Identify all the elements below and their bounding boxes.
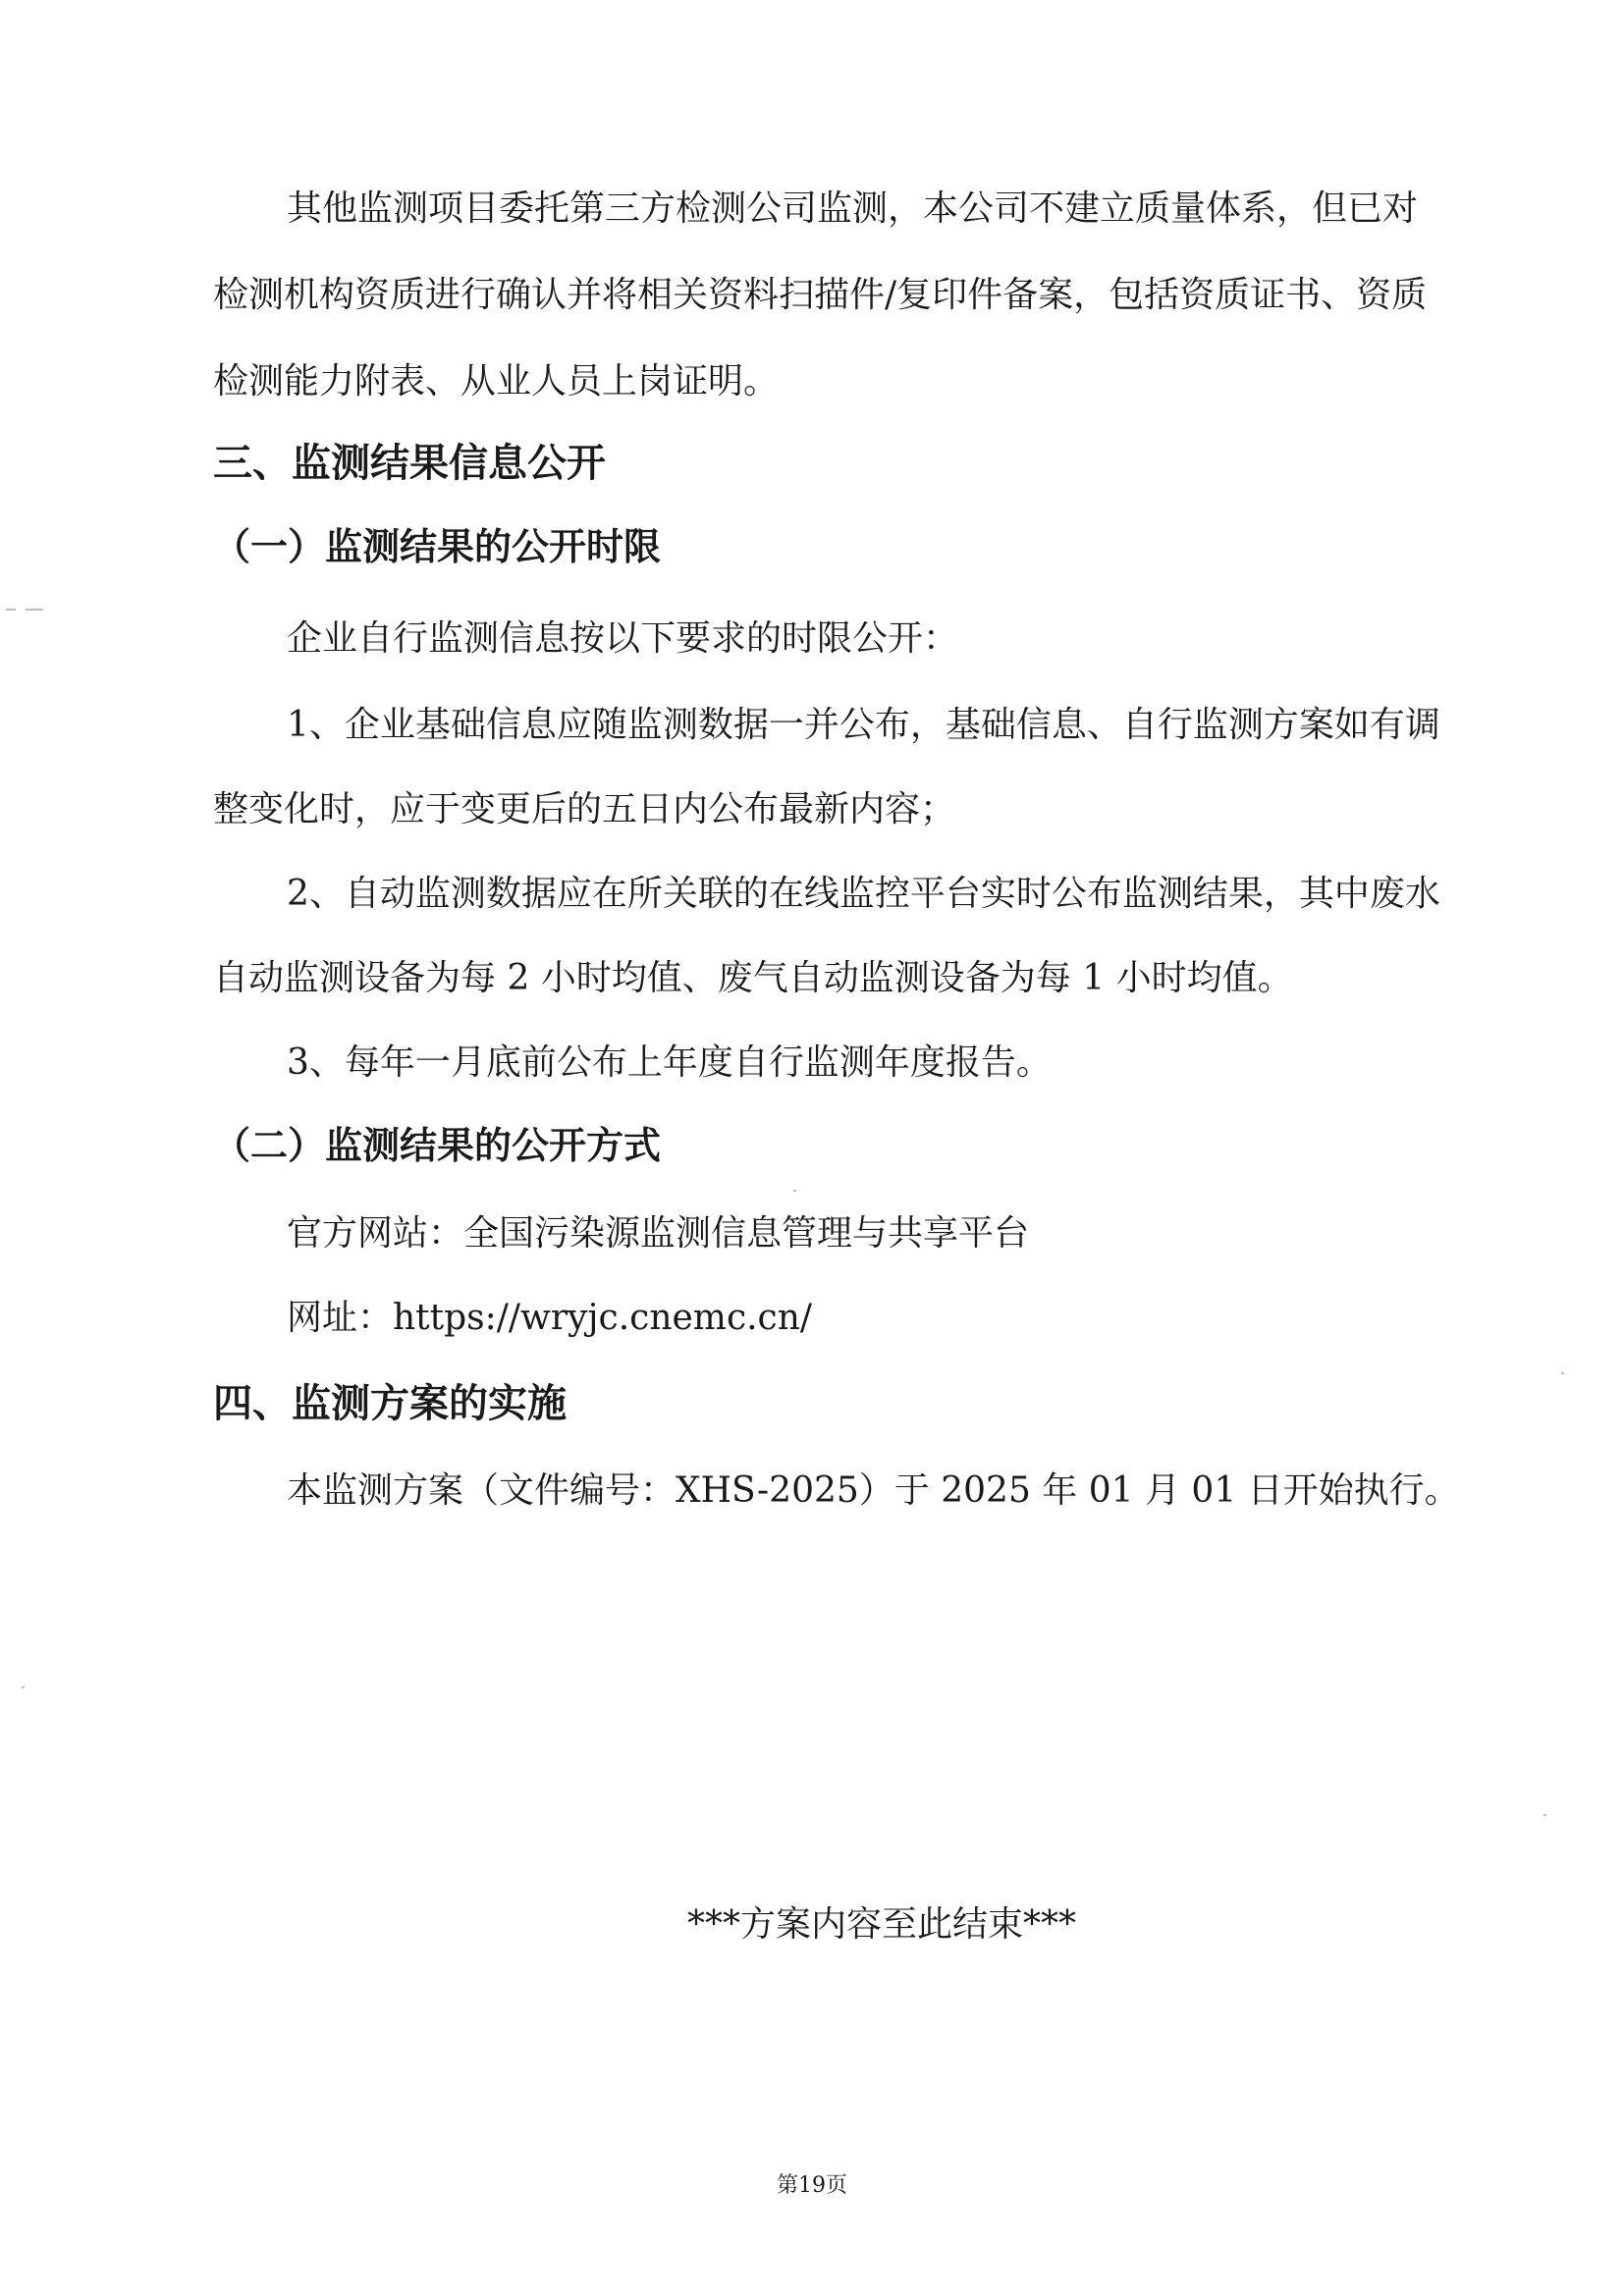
scan-speck — [26, 609, 43, 611]
list-item-line: 3、每年一月底前公布上年度自行监测年度报告。 — [287, 1042, 1052, 1083]
paragraph-line: 企业自行监测信息按以下要求的时限公开： — [287, 618, 959, 659]
page-number: 第19页 — [777, 2173, 847, 2198]
list-item-line: 2、自动监测数据应在所关联的在线监控平台实时公布监测结果，其中废水 — [287, 874, 1440, 914]
section-heading: 三、监测结果信息公开 — [213, 441, 606, 486]
url-line: 网址：https://wryjc.cnemc.cn/ — [287, 1298, 813, 1338]
paragraph-line: 检测机构资质进行确认并将相关资料扫描件/复印件备案，包括资质证书、资质 — [213, 275, 1428, 315]
scan-speck — [6, 609, 16, 611]
subsection-heading: （一）监测结果的公开时限 — [213, 525, 662, 568]
paragraph-line: 官方网站：全国污染源监测信息管理与共享平台 — [287, 1213, 1030, 1254]
end-marker: ***方案内容至此结束*** — [687, 1904, 1077, 1945]
scan-speck — [793, 1190, 796, 1192]
scan-speck — [22, 1686, 25, 1688]
list-item-line: 整变化时，应于变更后的五日内公布最新内容； — [213, 789, 956, 829]
scan-speck — [1543, 1814, 1546, 1816]
subsection-heading: （二）监测结果的公开方式 — [213, 1124, 662, 1167]
list-item-line: 1、企业基础信息应随监测数据一并公布，基础信息、自行监测方案如有调 — [287, 705, 1440, 745]
paragraph-line: 其他监测项目委托第三方检测公司监测，本公司不建立质量体系，但已对 — [287, 188, 1419, 229]
scan-speck — [1561, 1372, 1564, 1374]
list-item-line: 自动监测设备为每 2 小时均值、废气自动监测设备为每 1 小时均值。 — [213, 958, 1293, 998]
section-heading: 四、监测方案的实施 — [213, 1381, 567, 1426]
paragraph-line: 检测能力附表、从业人员上岗证明。 — [213, 361, 780, 401]
paragraph-line: 本监测方案（文件编号：XHS-2025）于 2025 年 01 月 01 日开始执行。 — [287, 1470, 1460, 1511]
